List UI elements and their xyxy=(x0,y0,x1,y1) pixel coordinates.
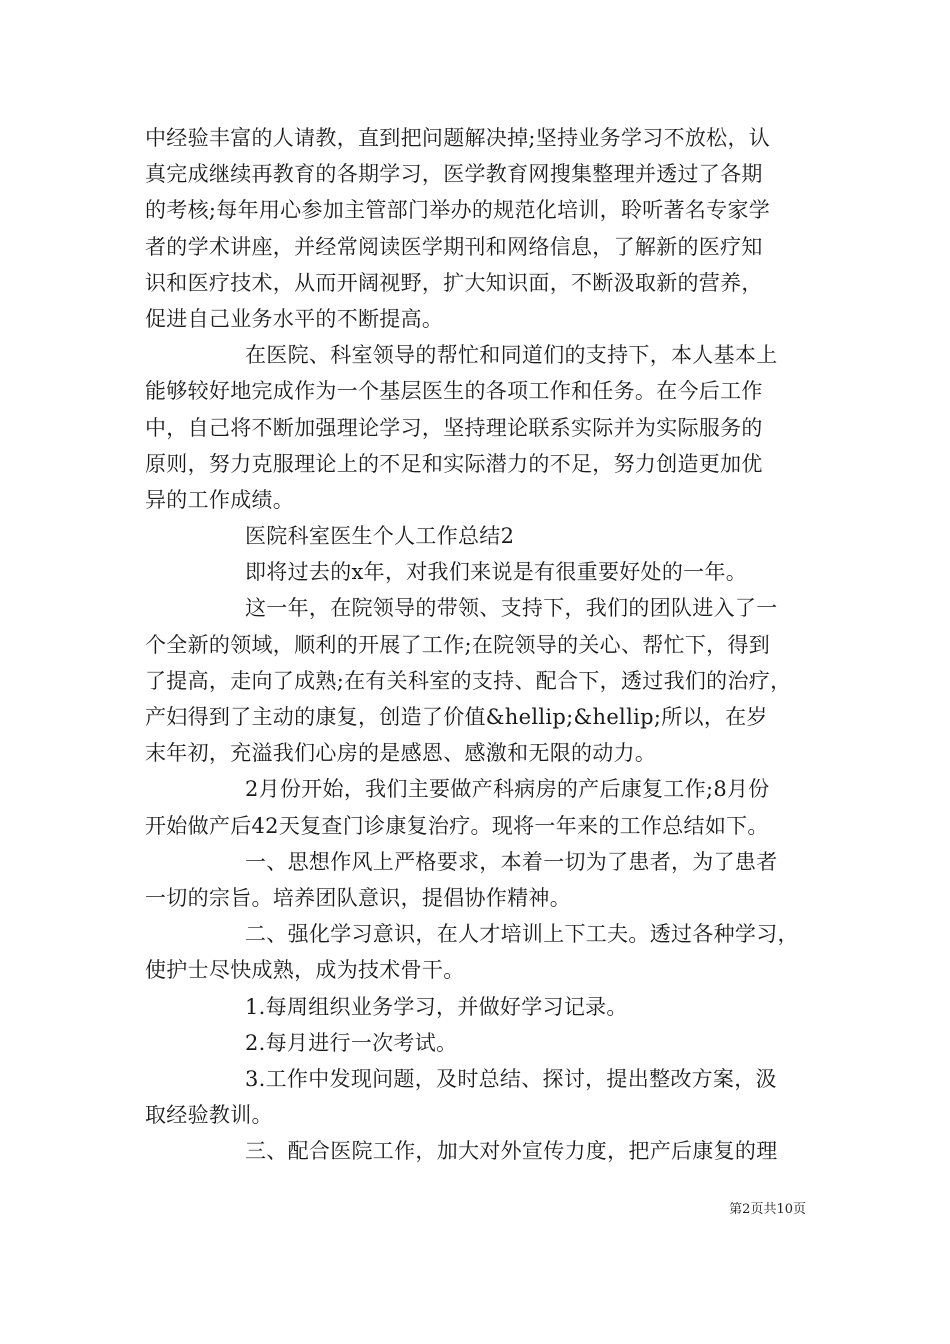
list-item-line: 3.工作中发现问题，及时总结、探讨，提出整改方案，汲 xyxy=(245,1066,777,1091)
section-heading: 医院科室医生个人工作总结2 xyxy=(245,524,515,549)
text-line: 的考核;每年用心参加主管部门举办的规范化培训，聆听著名专家学 xyxy=(145,198,771,223)
text-line: 识和医疗技术，从而开阔视野，扩大知识面，不断汲取新的营养， xyxy=(145,270,763,295)
document-body xyxy=(145,120,815,1169)
text-line: 异的工作成绩。 xyxy=(145,487,295,512)
list-item-line: 1.每周组织业务学习，并做好学习记录。 xyxy=(245,994,628,1019)
text-line: 使护士尽快成熟，成为技术骨干。 xyxy=(145,958,465,983)
text-line: 者的学术讲座，并经常阅读医学期刊和网络信息，了解新的医疗知 xyxy=(145,234,763,259)
text-line: 一切的宗旨。培养团队意识，提倡协作精神。 xyxy=(145,885,571,910)
paragraph-start-line: 2月份开始，我们主要做产科病房的产后康复工作;8月份 xyxy=(245,777,770,802)
text-line: 促进自己业务水平的不断提高。 xyxy=(145,306,444,331)
paragraph-start-line: 即将过去的x年，对我们来说是有很重要好处的一年。 xyxy=(245,560,748,585)
text-line: 末年初，充溢我们心房的是感恩、感激和无限的动力。 xyxy=(145,741,657,766)
paragraph-start-line: 二、强化学习意识，在人才培训上下工夫。透过各种学习， xyxy=(245,922,799,947)
list-item-line: 2.每月进行一次考试。 xyxy=(245,1030,458,1055)
text-line: 个全新的领域，顺利的开展了工作;在院领导的关心、帮忙下，得到 xyxy=(145,632,771,657)
paragraph-start-line: 这一年，在院领导的带领、支持下，我们的团队进入了一 xyxy=(245,596,778,621)
text-line: 真完成继续再教育的各期学习，医学教育网搜集整理并透过了各期 xyxy=(145,162,763,187)
text-line: 取经验教训。 xyxy=(145,1103,273,1128)
text-line: 了提高，走向了成熟;在有关科室的支持、配合下，透过我们的治疗， xyxy=(145,668,792,693)
paragraph-start-line: 在医院、科室领导的帮忙和同道们的支持下，本人基本上 xyxy=(245,343,778,368)
paragraph-start-line: 三、配合医院工作，加大对外宣传力度，把产后康复的理 xyxy=(245,1139,778,1164)
text-line: 中经验丰富的人请教，直到把问题解决掉;坚持业务学习不放松，认 xyxy=(145,126,771,150)
text-line: 产妇得到了主动的康复，创造了价值&hellip;&hellip;所以，在岁 xyxy=(145,705,768,729)
text-line: 能够较好地完成作为一个基层医生的各项工作和任务。在今后工作 xyxy=(145,379,763,404)
text-line: 中，自己将不断加强理论学习，坚持理论联系实际并为实际服务的 xyxy=(145,415,763,440)
text-line: 开始做产后42天复查门诊康复治疗。现将一年来的工作总结如下。 xyxy=(145,813,769,838)
text-line: 原则，努力克服理论上的不足和实际潜力的不足，努力创造更加优 xyxy=(145,451,763,476)
page-number-footer: 第2页共10页 xyxy=(729,1202,806,1217)
paragraph-start-line: 一、思想作风上严格要求，本着一切为了患者，为了患者 xyxy=(245,849,778,874)
